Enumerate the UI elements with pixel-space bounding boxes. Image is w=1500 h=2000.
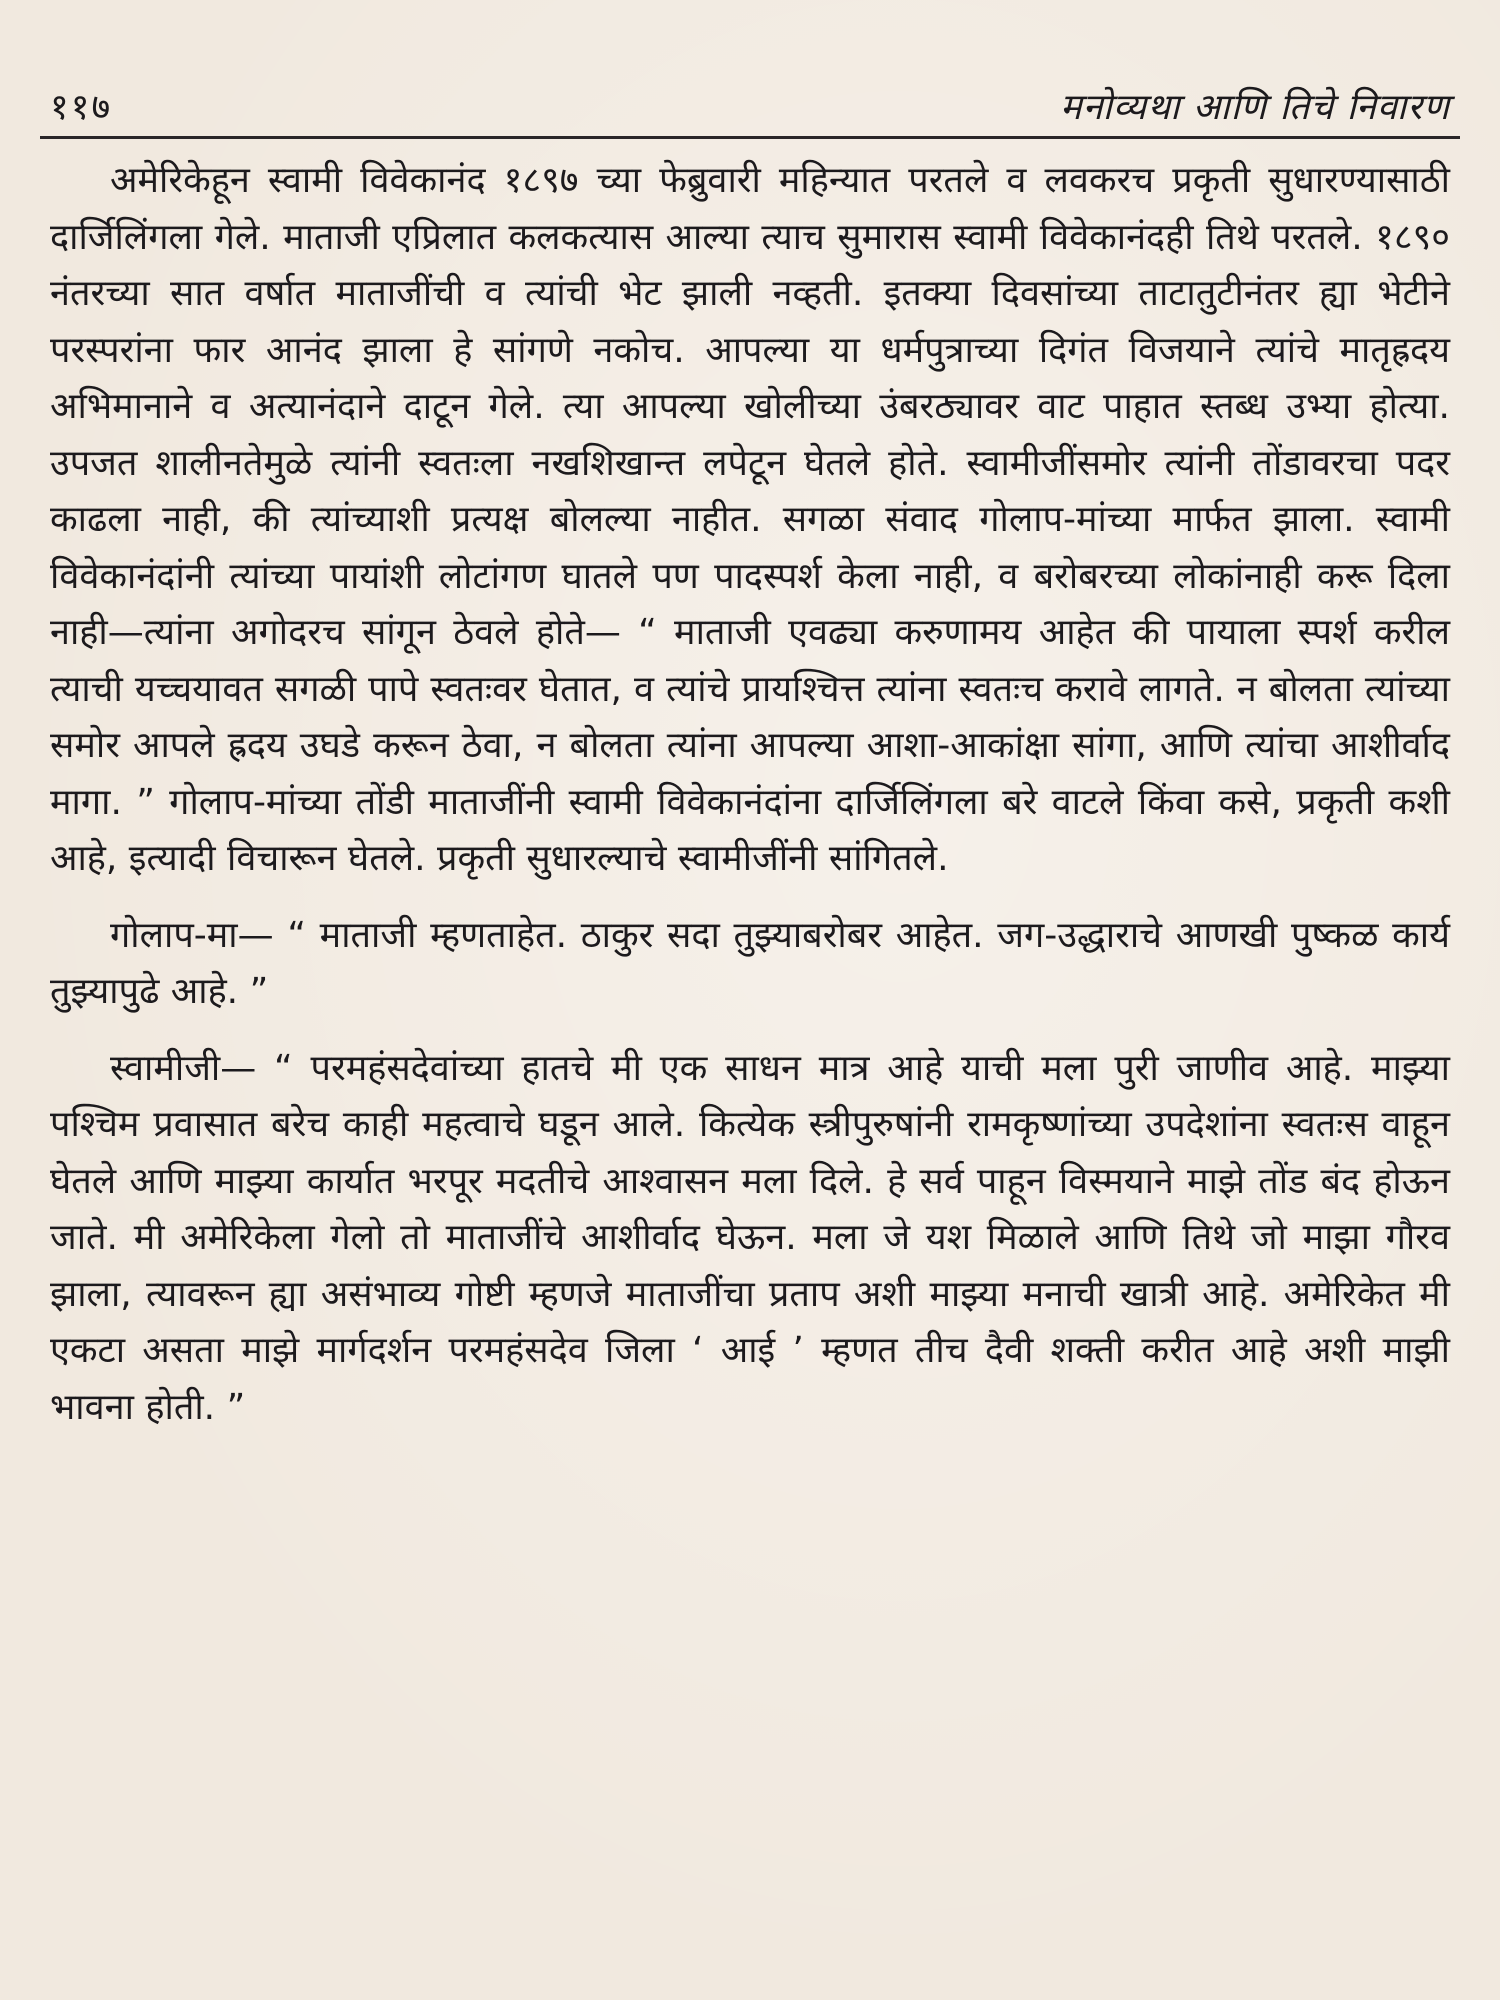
paragraph-swamiji: स्वामीजी— “ परमहंसदेवांच्या हातचे मी एक साधन मात्र आहे याची मला पुरी जाणीव आहे. माझ्या पश्चिम प्रवासात बरेच काही महत्वाचे घडून आले. कित्येक स्त्रीपुरुषांनी रामकृष्णांच्या उपदेशांना स्वतःस वाहून घेतले आणि माझ्या कार्यात भरपूर मदतीचे आश्वासन मला दिले. हे सर्व पाहून विस्मयाने माझे तोंड बंद होऊन जाते. मी अमेरिकेला गेलो तो माताजींचे आशीर्वाद घेऊन. मला जे यश मिळाले आणि तिथे जो माझा गौरव झाला, त्यावरून ह्या असंभाव्य गोष्टी म्हणजे माताजींचा प्रताप अशी माझ्या मनाची खात्री आहे. अमेरिकेत मी एकटा असता माझे मार्गदर्शन परमहंसदेव जिला ‘ आई ’ म्हणत तीच दैवी शक्ती करीत आहे अशी माझी भावना होती. ” bbox=[50, 1047, 1451, 1428]
paragraph-golap-ma: गोलाप-मा— “ माताजी म्हणताहेत. ठाकुर सदा तुझ्याबरोबर आहेत. जग-उद्धाराचे आणखी पुष्कळ कार्य तुझ्यापुढे आहे. ” bbox=[50, 914, 1450, 1012]
text-body bbox=[40, 139, 1460, 1436]
page-number: ११७ bbox=[50, 87, 113, 128]
paragraph-narrative: अमेरिकेहून स्वामी विवेकानंद १८९७ च्या फेब्रुवारी महिन्यात परतले व लवकरच प्रकृती सुधारण्यासाठी दार्जिलिंगला गेले. माताजी एप्रिलात कलकत्यास आल्या त्याच सुमारास स्वामी विवेकानंदही तिथे परतले. १८९० नंतरच्या सात वर्षात माताजींची व त्यांची भेट झाली नव्हती. इतक्या दिवसांच्या ताटातुटीनंतर ह्या भेटीने परस्परांना फार आनंद झाला हे सांगणे नकोच. आपल्या या धर्मपुत्राच्या दिगंत विजयाने त्यांचे मातृह्रदय अभिमानाने व अत्यानंदाने दाटून गेले. त्या आपल्या खोलीच्या उंबरठ्यावर वाट पाहात स्तब्ध उभ्या होत्या. उपजत शालीनतेमुळे त्यांनी स्वतःला नखशिखान्त लपेटून घेतले होते. स्वामीजींसमोर त्यांनी तोंडावरचा पदर काढला नाही, की त्यांच्याशी प्रत्यक्ष बोलल्या नाहीत. सगळा संवाद गोलाप-मांच्या मार्फत झाला. स्वामी विवेकानंदांनी त्यांच्या पायांशी लोटांगण घातले पण पादस्पर्श केला नाही, व बरोबरच्या लोकांनाही करू दिला नाही—त्यांना अगोदरच सांगून ठेवले होते— “ माताजी एवढ्या करुणामय आहेत की पायाला स्पर्श करील त्याची यच्चयावत सगळी पापे स्वतःवर घेतात, व त्यांचे प्रायश्चित्त त्यांना स्वतःच करावे लागते. न बोलता त्यांच्या समोर आपले ह्रदय उघडे करून ठेवा, न बोलता त्यांना आपल्या आशा-आकांक्षा सांगा, आणि त्यांचा आशीर्वाद मागा. ” गोलाप-मांच्या तोंडी माताजींनी स्वामी विवेकानंदांना दार्जिलिंगला बरे वाटले किंवा कसे, प्रकृती कशी आहे, इत्यादी विचारून घेतले. प्रकृती सुधारल्याचे स्वामीजींनी सांगितले. bbox=[50, 160, 1450, 879]
running-title: मनोव्यथा आणि तिचे निवारण bbox=[1060, 87, 1450, 128]
running-header bbox=[40, 70, 1460, 139]
